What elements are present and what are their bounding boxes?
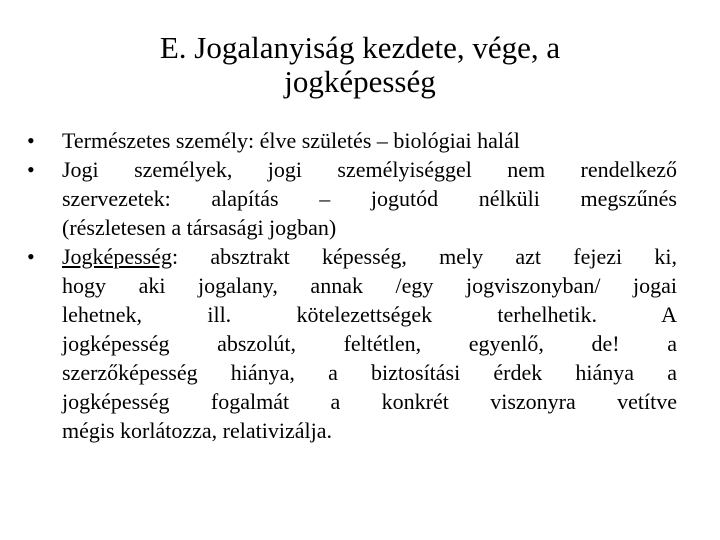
- bullet-3-line-3: lehetnek, ill. kötelezettségek terhelhetik. A: [62, 302, 677, 327]
- legal-capacity-term: Jogképesség: [62, 244, 172, 269]
- bullet-dot-icon: •: [27, 157, 35, 182]
- bullet-list: [27, 126, 677, 445]
- bullet-legal-person: [27, 155, 677, 242]
- bullet-3-line-6: jogképesség fogalmát a konkrét viszonyra vetítve: [62, 389, 677, 414]
- slide-title-line-1: E. Jogalanyiság kezdete, vége, a: [159, 30, 561, 65]
- bullet-3-line-4: jogképesség abszolút, feltétlen, egyenlő, de! a: [62, 331, 677, 356]
- slide-title: [60, 31, 660, 99]
- bullet-3-line-1: [62, 242, 677, 271]
- bullet-2-line-1: Jogi személyek, jogi személyiséggel nem rendelkező: [62, 157, 677, 182]
- slide-title-line-2: jogképesség: [284, 64, 436, 99]
- bullet-dot-icon: •: [27, 128, 35, 153]
- bullet-natural-person: [27, 126, 677, 155]
- bullet-2-line-3: (részletesen a társasági jogban): [62, 215, 337, 240]
- bullet-3-line-2: hogy aki jogalany, annak /egy jogviszonyban/ jogai: [62, 273, 677, 298]
- bullet-1-line-1: Természetes személy: élve születés – biológiai halál: [62, 128, 520, 153]
- bullet-3-line-1-text: : absztrakt képesség, mely azt fejezi ki,: [171, 244, 677, 269]
- bullet-3-line-7: mégis korlátozza, relativizálja.: [62, 418, 332, 443]
- bullet-dot-icon: •: [27, 244, 35, 269]
- bullet-3-line-5: szerzőképesség hiánya, a biztosítási érdek hiánya a: [62, 360, 677, 385]
- bullet-2-line-2: szervezetek: alapítás – jogutód nélküli megszűnés: [62, 186, 677, 211]
- bullet-legal-capacity: [27, 242, 677, 445]
